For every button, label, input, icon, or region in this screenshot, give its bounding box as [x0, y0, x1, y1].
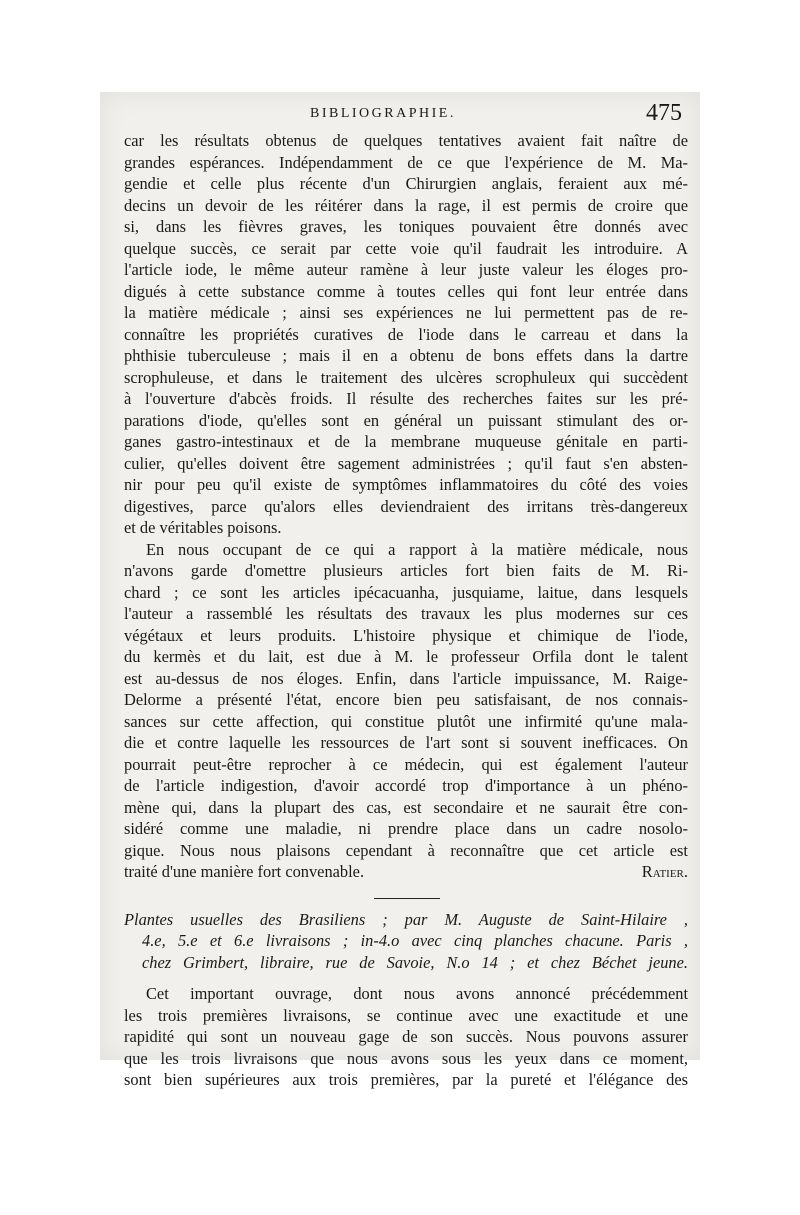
text-line: phthisie tuberculeuse ; mais il en a obtenu de bons effets dans la dartre: [124, 346, 688, 365]
text-line: scrophuleuse, et dans le traitement des ulcères scrophuleux qui succèdent: [124, 367, 688, 387]
text-line: [124, 861, 688, 883]
text-line: végétaux et leurs produits. L'histoire physique et chimique de l'iode,: [124, 625, 688, 645]
review-paragraph-2: [124, 539, 688, 883]
book-page: [100, 92, 700, 1089]
text-line: la matière médicale ; ainsi ses expériences ne lui permettent pas de re-: [124, 303, 688, 322]
text-line: gendie et celle plus récente d'un Chirurgien anglais, feraient aux mé-: [124, 174, 688, 193]
review-last-line: traité d'une manière fort convenable.: [124, 862, 365, 881]
text-line: à l'ouverture d'abcès froids. Il résulte des recherches faites sur les pré-: [124, 389, 688, 408]
body-text: [124, 130, 688, 1091]
text-line: ganes gastro-intestinaux et de la membrane muqueuse génitale en parti-: [124, 432, 688, 451]
citation-line: Plantes usuelles des Brasiliens ; par M. Auguste de Saint-Hilaire ,: [124, 909, 688, 929]
text-line: l'article iode, le même auteur ramène à leur juste valeur les éloges pro-: [124, 260, 688, 279]
text-line: sont bien supérieures aux trois premières, par la pureté et l'élégance des: [124, 1070, 688, 1089]
text-line: l'auteur a rassemblé les résultats des travaux les plus modernes sur ces: [124, 604, 688, 623]
text-line: nir pour peu qu'il existe de symptômes inflammatoires du côté des voies: [124, 475, 688, 494]
text-line: culier, qu'elles doivent être sagement administrées ; qu'il faut s'en absten-: [124, 453, 688, 473]
text-line: mène qui, dans la plupart des cas, est secondaire et ne saurait être con-: [124, 797, 688, 817]
page-header: [100, 100, 682, 130]
text-line: chard ; ce sont les articles ipécacuanha, jusquiame, laitue, dans lesquels: [124, 582, 688, 602]
text-line: sidéré comme une maladie, ni prendre place dans un cadre nosolo-: [124, 819, 688, 838]
text-line: die et contre laquelle les ressources de l'art sont si souvent inefficaces. On: [124, 733, 688, 752]
text-line: de l'article indigestion, d'avoir accordé trop d'importance à un phéno-: [124, 776, 688, 795]
divider-rule: [374, 898, 440, 899]
text-line: grandes espérances. Indépendamment de ce que l'expérience de M. Ma-: [124, 152, 688, 172]
spacer: [124, 973, 688, 983]
text-line: digués à cette substance comme à toutes celles qui font leur entrée dans: [124, 281, 688, 301]
text-line: si, dans les fièvres graves, les toniques pouvaient être donnés avec: [124, 217, 688, 236]
text-line: et de véritables poisons.: [124, 518, 282, 537]
review-paragraph-1: [124, 130, 688, 539]
text-line: Cet important ouvrage, dont nous avons annoncé précédemment: [146, 984, 688, 1003]
text-line: Delorme a présenté l'état, encore bien peu satisfaisant, de nos connais-: [124, 690, 688, 709]
book-citation: [124, 909, 688, 974]
notice-paragraph: [124, 983, 688, 1091]
text-line: connaître les propriétés curatives de l'iode dans le carreau et dans la: [124, 324, 688, 344]
text-line: decins un devoir de les réitérer dans la rage, il est permis de croire que: [124, 195, 688, 215]
page-number: 475: [646, 100, 682, 126]
text-line: gique. Nous nous plaisons cependant à reconnaître que cet article est: [124, 840, 688, 860]
text-line: quelque succès, ce serait par cette voie qu'il faudrait les introduire. A: [124, 238, 688, 258]
text-line: car les résultats obtenus de quelques tentatives avaient fait naître de: [124, 131, 688, 150]
text-line: parations d'iode, qu'elles sont en général un puissant stimulant des or-: [124, 410, 688, 430]
text-line: En nous occupant de ce qui a rapport à la matière médicale, nous: [146, 539, 688, 559]
text-line: n'avons garde d'omettre plusieurs articles fort bien faits de M. Ri-: [124, 561, 688, 580]
text-line: que les trois livraisons que nous avons sous les yeux dans ce moment,: [124, 1048, 688, 1068]
text-line: du kermès et du lait, est due à M. le professeur Orfila dont le talent: [124, 647, 688, 666]
text-line: est au-dessus de nos éloges. Enfin, dans l'article impuissance, M. Raige-: [124, 668, 688, 688]
citation-line: chez Grimbert, libraire, rue de Savoie, N.o 14 ; et chez Béchet jeune.: [142, 952, 688, 972]
section-divider: [124, 891, 688, 905]
citation-line: 4.e, 5.e et 6.e livraisons ; in-4.o avec cinq planches chacune. Paris ,: [142, 931, 688, 950]
text-line: sances sur cette affection, qui constitue plutôt une infirmité qu'une mala-: [124, 711, 688, 731]
text-line: pourrait peut-être reprocher à ce médecin, qui est également l'auteur: [124, 754, 688, 774]
running-title: BIBLIOGRAPHIE.: [310, 106, 456, 121]
text-line: digestives, parce qu'alors elles deviendraient des irritans très-dangereux: [124, 496, 688, 516]
review-signature: Ratier.: [641, 862, 688, 881]
text-line: les trois premières livraisons, se continue avec une exactitude et une: [124, 1005, 688, 1025]
text-line: rapidité qui sont un nouveau gage de son succès. Nous pouvons assurer: [124, 1027, 688, 1046]
